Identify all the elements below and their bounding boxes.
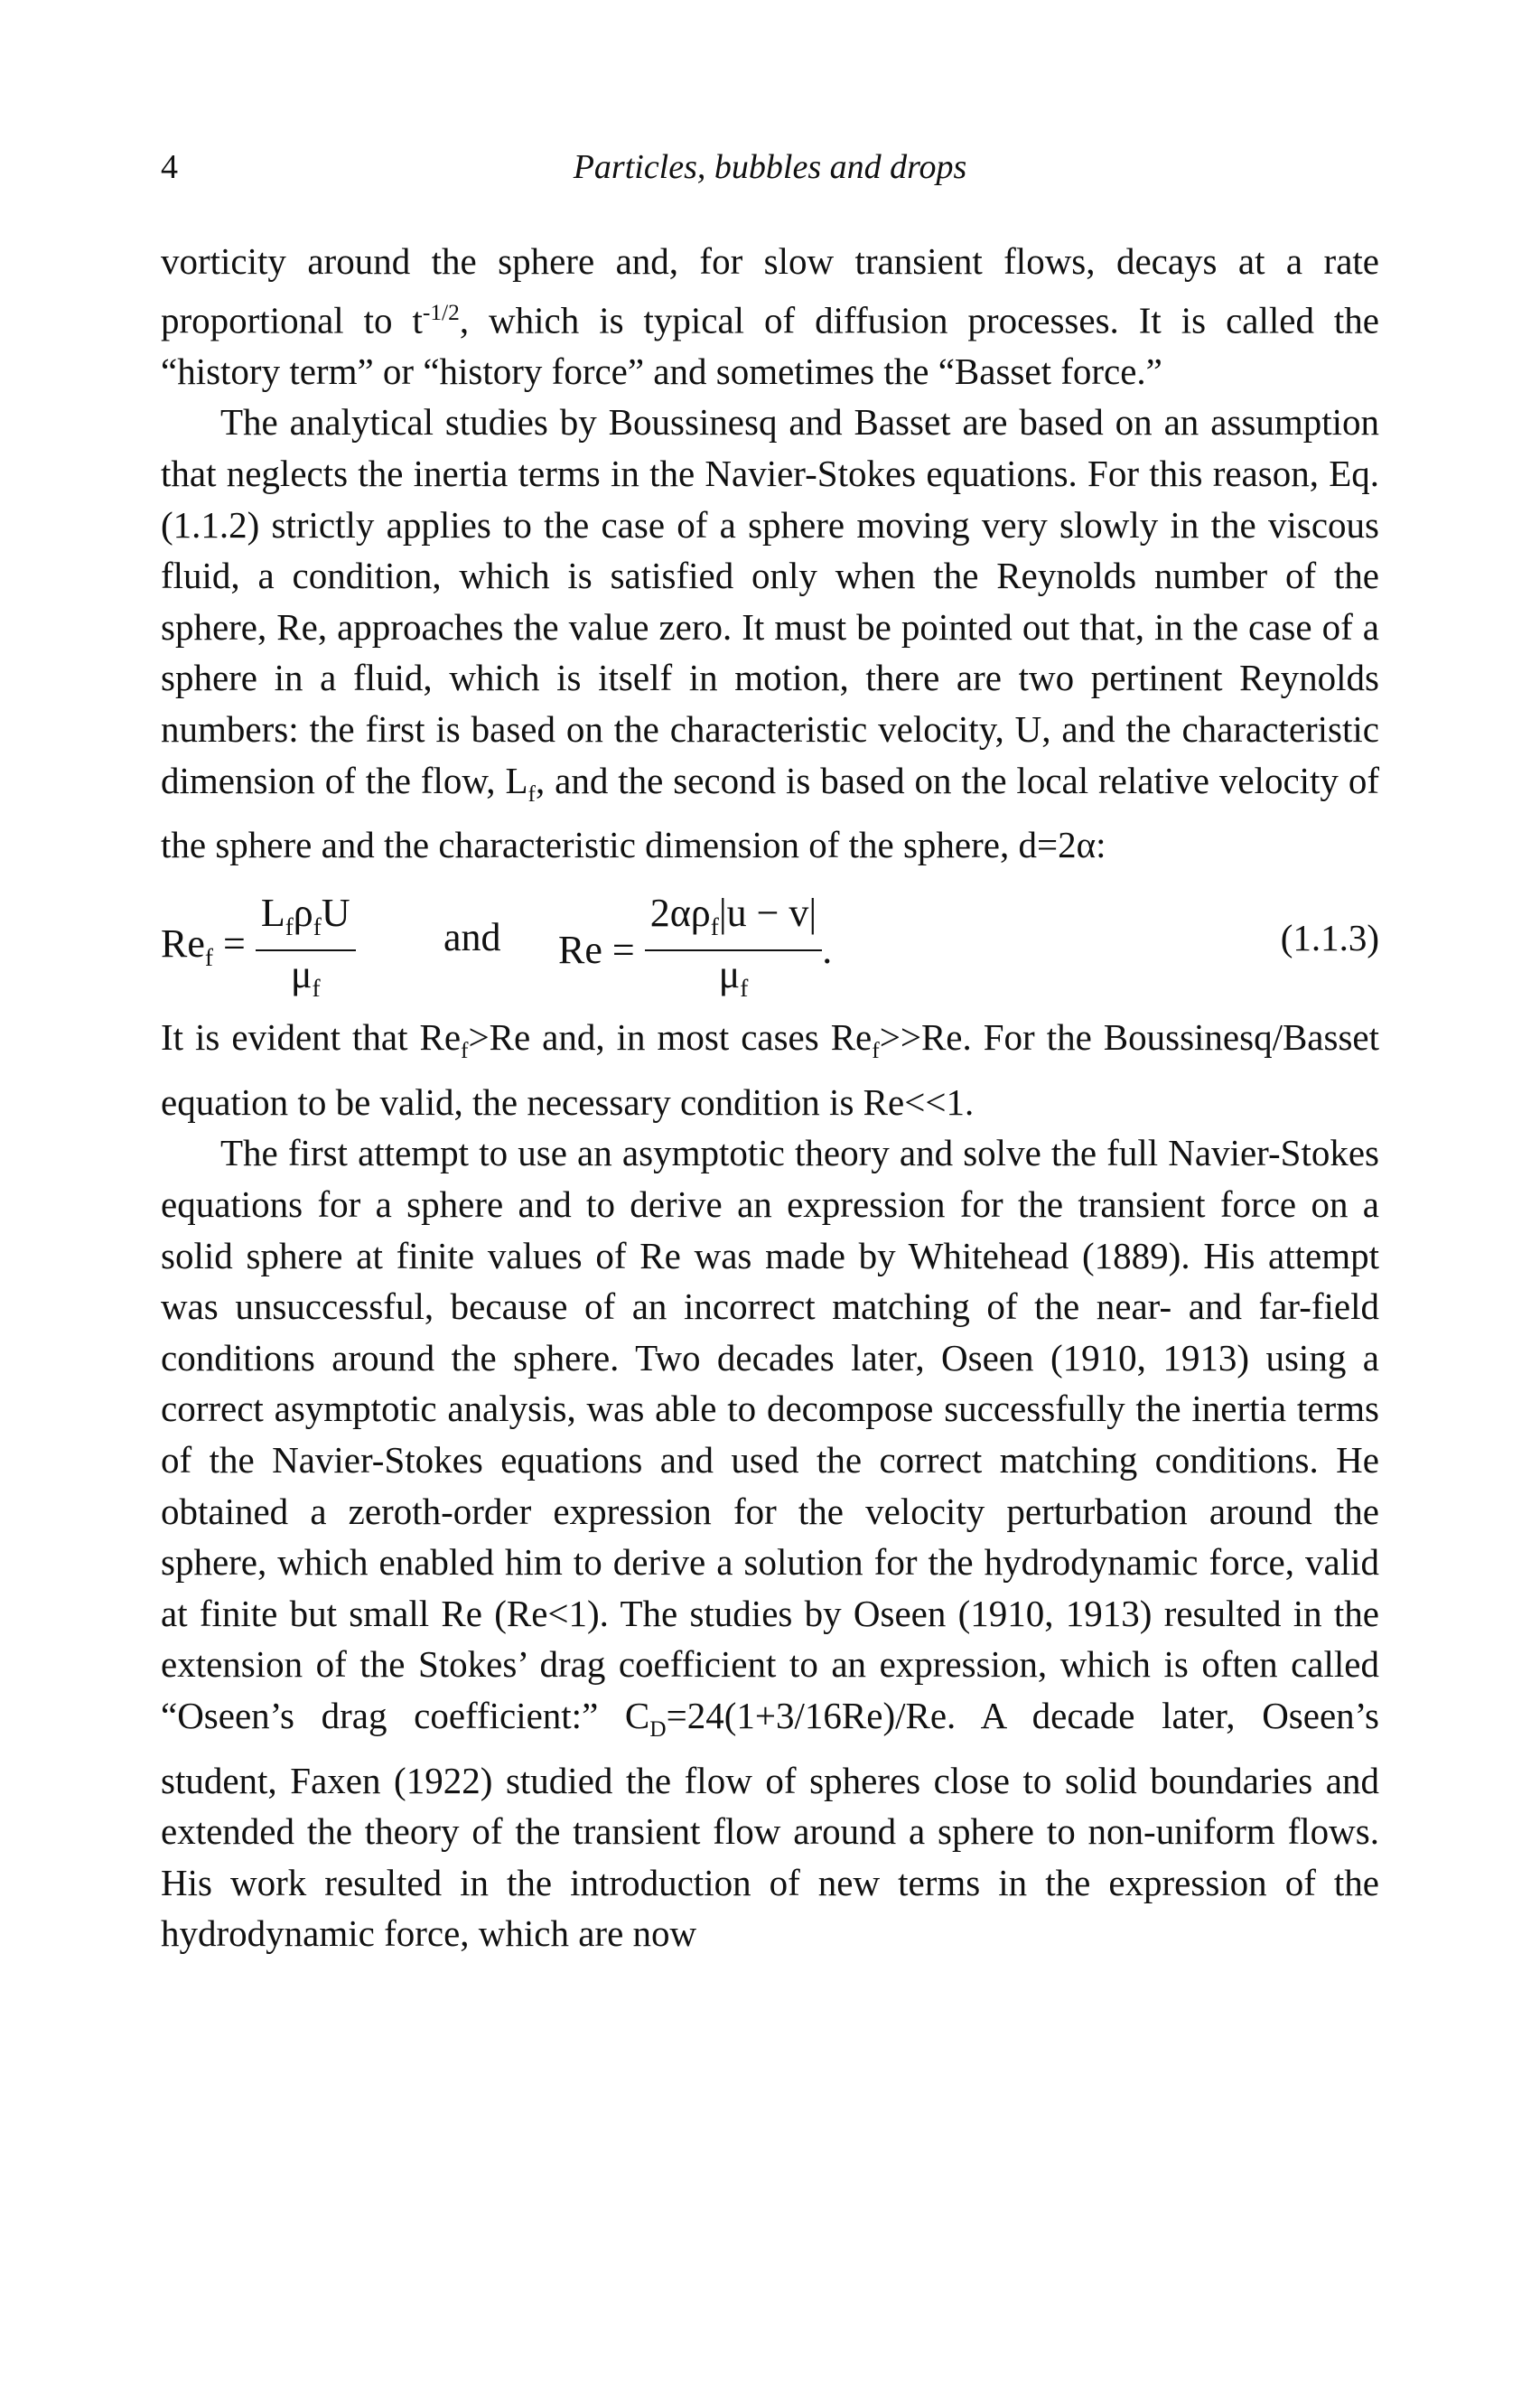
den2-sub: f bbox=[740, 974, 749, 1002]
den2-mu: μ bbox=[718, 951, 741, 996]
subscript-f-1: f bbox=[461, 1038, 469, 1064]
page-header bbox=[161, 140, 1379, 194]
fraction-re-numerator bbox=[645, 891, 823, 949]
paragraph-3-text-b: >Re and, in most cases Re bbox=[468, 1015, 873, 1058]
fraction-ref bbox=[256, 891, 356, 1012]
num1-U: U bbox=[321, 890, 350, 935]
equation-conjunction: and bbox=[443, 914, 501, 959]
paragraph-2 bbox=[161, 397, 1379, 871]
equation-period: . bbox=[822, 928, 833, 973]
num2-alpha-rho: 2αρ bbox=[649, 890, 711, 935]
den1-mu: μ bbox=[290, 951, 313, 996]
num1-sub2: f bbox=[313, 912, 322, 940]
fraction-ref-denominator bbox=[256, 949, 356, 1012]
paragraph-3 bbox=[161, 1012, 1379, 1127]
paragraph-4-text-a: The first attempt to use an asymptotic theory and solve the full Navier-Stokes equations for a sphere and to derive an expression for the transient force on a solid sphere at finite values of Re was made by Whitehead (1889). His attempt was unsuccessful, because of an incorrect matching of the near- and far-field conditions around the sphere. Two decades later, Oseen (1910, 1913) using a correct asymptotic analysis, was able to decompose successfully the inertia terms of the Navier-Stokes equations and used the correct matching conditions. He obtained a zeroth-order expression for the velocity perturbation around the sphere, which enabled him to derive a solution for the hydrodynamic force, valid at finite but small Re (Re<1). The studies by Oseen (1910, 1913) resulted in the extension of the Stokes’ drag coefficient to an expression, which is often called “Oseen’s drag coefficient:” C bbox=[161, 1132, 1379, 1736]
equation-part-ref bbox=[161, 891, 356, 1012]
paragraph-1 bbox=[161, 236, 1379, 397]
equation-lhs-ref-sub: f bbox=[204, 943, 213, 971]
fraction-ref-numerator bbox=[256, 891, 356, 949]
equation-1-1-3 bbox=[161, 878, 1379, 1006]
paragraph-3-text-c: >>Re. For the Boussinesq/Basset equation to be valid, the necessary condition is Re<<1. bbox=[161, 1015, 1380, 1123]
subscript-f-2: f bbox=[872, 1038, 880, 1064]
paragraph-2-text-b: , and the second is based on the local relative velocity of the sphere and the characteristic dimension of the sphere, d=2α: bbox=[161, 759, 1379, 866]
paragraph-2-text-a: The analytical studies by Boussinesq and Basset are based on an assumption that neglects the inertia terms in the Navier-Stokes equations. For this reason, Eq. (1.1.2) strictly applies to the case of a sphere moving very slowly in the viscous fluid, a condition, which is satisfied only when the Reynolds number of the sphere, Re, approaches the value zero. It must be pointed out that, in the case of a sphere in a fluid, which is itself in motion, there are two pertinent Reynolds numbers: the first is based on the characteristic velocity, U, and the characteristic dimension of the flow, L bbox=[161, 401, 1379, 801]
num2-abs: |u − v| bbox=[718, 890, 817, 935]
running-title: Particles, bubbles and drops bbox=[573, 148, 967, 186]
equation-lhs-re: Re = bbox=[558, 928, 635, 973]
num2-sub: f bbox=[710, 912, 719, 940]
equation-lhs-ref bbox=[161, 919, 246, 983]
equation-part-re bbox=[558, 891, 832, 1012]
fraction-re bbox=[645, 891, 823, 1012]
equation-number: (1.1.3) bbox=[1280, 916, 1379, 958]
body-text bbox=[161, 236, 1379, 1959]
fraction-re-denominator bbox=[645, 949, 823, 1012]
page-number: 4 bbox=[161, 148, 178, 186]
equation-equals-1: = bbox=[212, 921, 246, 967]
paragraph-1-text-a: vorticity around the sphere and, for slow transient flows, decays at a rate proportional to t bbox=[161, 240, 1379, 341]
paragraph-3-text-a: It is evident that Re bbox=[161, 1015, 462, 1058]
subscript-d: D bbox=[649, 1716, 667, 1743]
num1-sub1: f bbox=[285, 912, 294, 940]
subscript-f: f bbox=[527, 781, 536, 807]
paragraph-4 bbox=[161, 1127, 1379, 1959]
exponent: -1/2 bbox=[422, 299, 460, 325]
num1-L: L bbox=[260, 890, 285, 935]
equation-lhs-ref-text: Re bbox=[161, 921, 205, 967]
paragraph-4-text-b: =24(1+3/16Re)/Re. A decade later, Oseen’s student, Faxen (1922) studied the flow of spheres close to solid boundaries and extended the theory of the transient flow around a sphere to non-uniform flows. His work resulted in the introduction of new terms in the expression of the hydrodynamic force, which are now bbox=[161, 1694, 1379, 1955]
num1-rho: ρ bbox=[293, 890, 313, 935]
den1-sub: f bbox=[312, 974, 321, 1002]
paragraph-1-text-b: , which is typical of diffusion processes. It is called the “history term” or “history force” and sometimes the “Basset force.” bbox=[161, 299, 1379, 392]
